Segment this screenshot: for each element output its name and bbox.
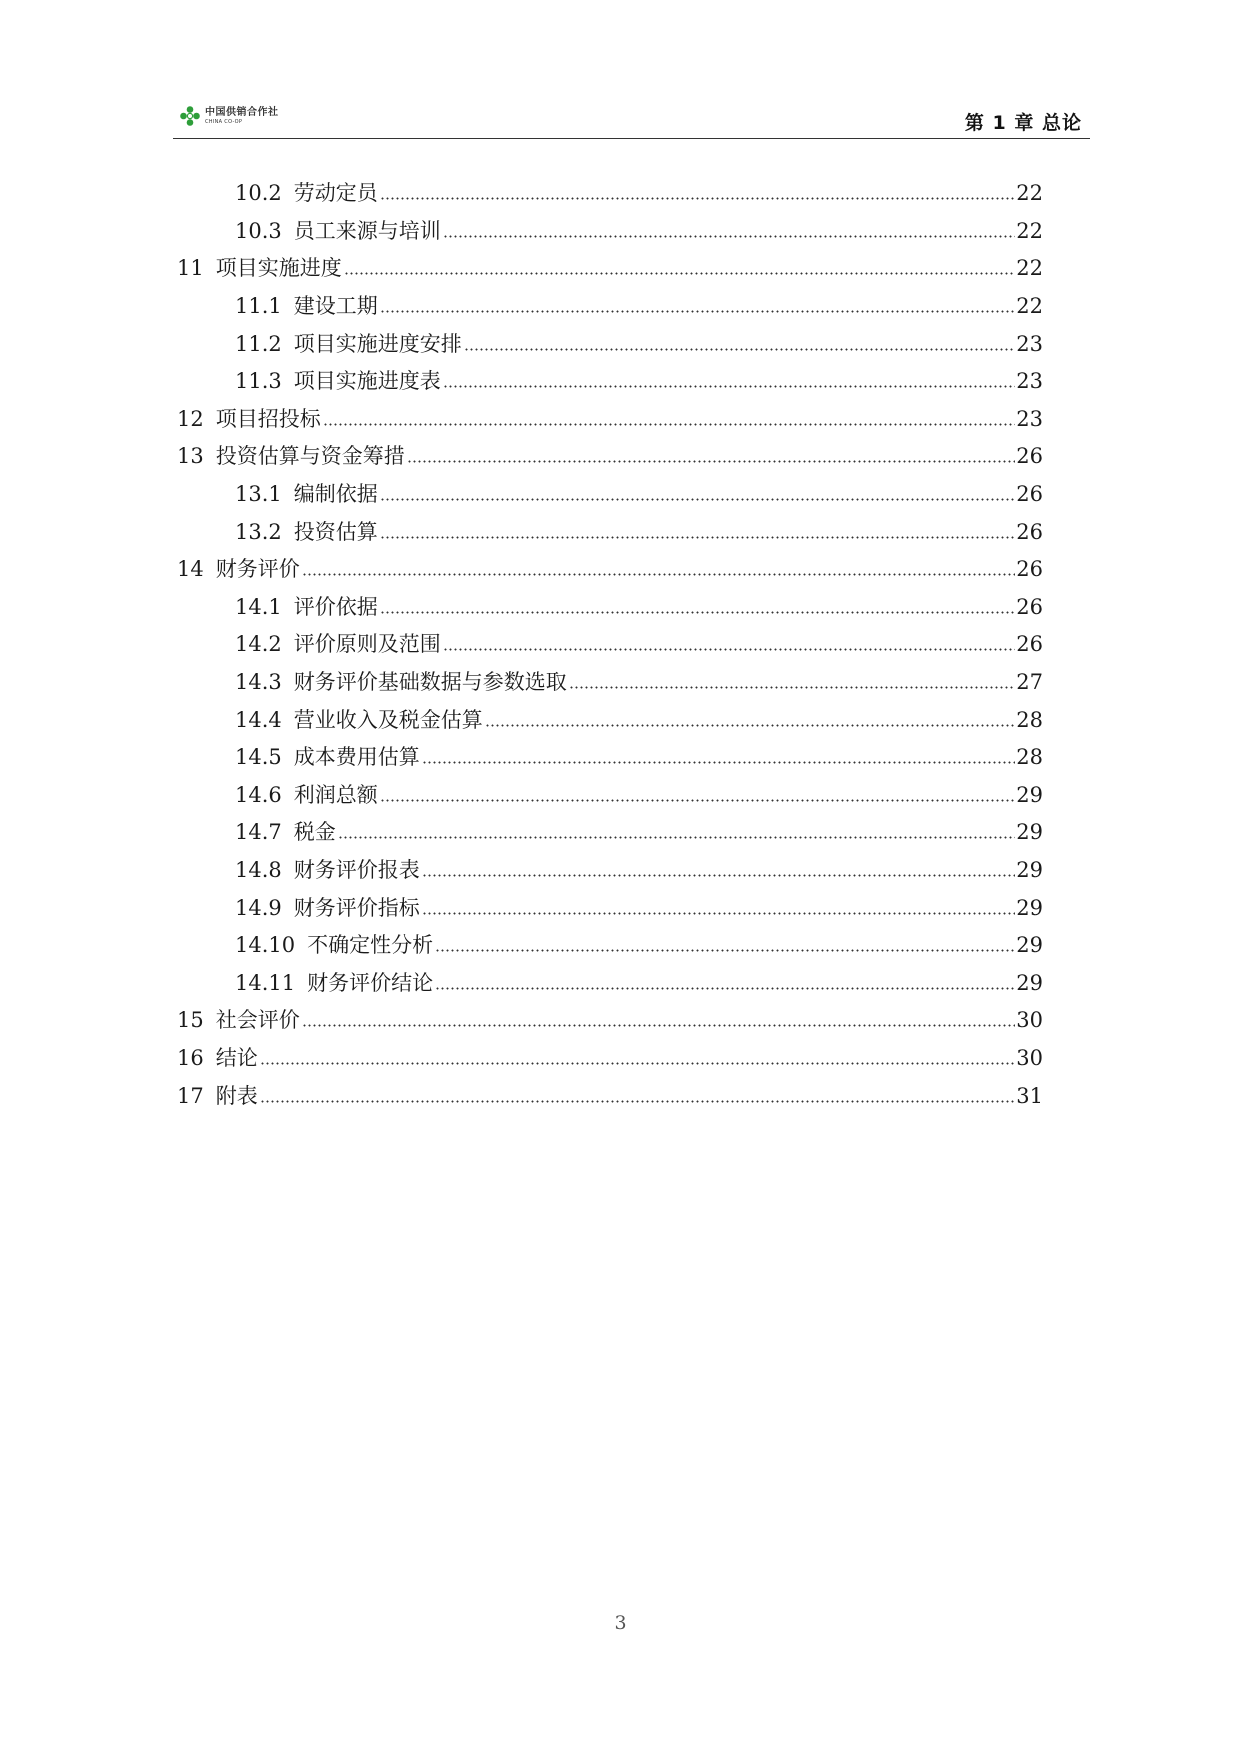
toc-entry[interactable] <box>177 325 1043 363</box>
toc-entry[interactable] <box>177 551 1043 589</box>
toc-entry-title: 投资估算与资金筹措 <box>215 444 405 469</box>
toc-entry-number: 13.2 <box>235 519 282 544</box>
toc-dot-leader <box>443 385 1016 388</box>
toc-entry-title: 投资估算 <box>293 519 378 544</box>
toc-entry-number: 14.2 <box>235 632 282 657</box>
toc-entry[interactable] <box>177 1077 1043 1115</box>
toc-entry-page: 23 <box>1016 406 1043 431</box>
toc-entry-page: 23 <box>1016 331 1043 356</box>
toc-entry[interactable] <box>177 213 1043 251</box>
toc-entry-page: 26 <box>1016 594 1043 619</box>
toc-entry[interactable] <box>177 476 1043 514</box>
toc-entry-page: 22 <box>1016 218 1043 243</box>
toc-entry-title: 财务评价基础数据与参数选取 <box>293 670 567 695</box>
logo-text-cn: 中国供销合作社 <box>205 106 279 118</box>
toc-entry-page: 29 <box>1016 895 1043 920</box>
toc-entry-page: 26 <box>1016 519 1043 544</box>
logo-text-en: CHINA CO-OP <box>205 118 243 125</box>
toc-entry-number: 14.4 <box>235 707 282 732</box>
toc-entry-page: 29 <box>1016 782 1043 807</box>
toc-entry[interactable] <box>177 250 1043 288</box>
toc-entry-title: 评价依据 <box>293 594 378 619</box>
toc-entry[interactable] <box>177 626 1043 664</box>
toc-entry-title: 财务评价 <box>215 557 300 582</box>
toc-entry-title: 结论 <box>215 1045 258 1070</box>
toc-entry[interactable] <box>177 777 1043 815</box>
chapter-title: 第 1 章 总论 <box>964 112 1082 134</box>
toc-entry-number: 17 <box>177 1083 204 1108</box>
toc-entry-number: 14.9 <box>235 895 282 920</box>
toc-entry[interactable] <box>177 852 1043 890</box>
toc-entry-page: 27 <box>1016 670 1043 695</box>
toc-entry[interactable] <box>177 1002 1043 1040</box>
china-coop-logo <box>179 104 279 128</box>
toc-dot-leader <box>422 874 1016 877</box>
toc-entry-page: 26 <box>1016 482 1043 507</box>
toc-entry-title: 成本费用估算 <box>293 745 420 770</box>
table-of-contents <box>177 175 1043 1115</box>
toc-entry-title: 财务评价指标 <box>293 895 420 920</box>
toc-dot-leader <box>302 573 1016 576</box>
toc-entry-title: 建设工期 <box>293 294 378 319</box>
toc-entry-title: 项目招投标 <box>215 406 321 431</box>
toc-dot-leader <box>380 310 1016 313</box>
toc-entry[interactable] <box>177 401 1043 439</box>
toc-entry-title: 营业收入及税金估算 <box>293 707 483 732</box>
toc-entry-page: 31 <box>1016 1083 1043 1108</box>
toc-entry-title: 项目实施进度安排 <box>293 331 462 356</box>
toc-entry-number: 14.1 <box>235 594 282 619</box>
toc-entry-page: 26 <box>1016 557 1043 582</box>
toc-dot-leader <box>380 498 1016 501</box>
toc-entry-title: 附表 <box>215 1083 258 1108</box>
toc-entry[interactable] <box>177 927 1043 965</box>
toc-entry-number: 11.2 <box>235 331 282 356</box>
toc-entry-title: 不确定性分析 <box>307 933 434 958</box>
toc-entry-page: 28 <box>1016 745 1043 770</box>
toc-dot-leader <box>422 761 1016 764</box>
toc-entry[interactable] <box>177 438 1043 476</box>
toc-entry-page: 30 <box>1016 1008 1043 1033</box>
toc-entry-page: 23 <box>1016 369 1043 394</box>
toc-dot-leader <box>443 235 1016 238</box>
toc-dot-leader <box>323 423 1016 426</box>
toc-entry-number: 14.10 <box>235 933 296 958</box>
toc-entry-number: 13.1 <box>235 482 282 507</box>
toc-entry-page: 28 <box>1016 707 1043 732</box>
toc-entry-title: 项目实施进度 <box>215 256 342 281</box>
page-header <box>173 96 1090 139</box>
toc-entry-title: 项目实施进度表 <box>293 369 441 394</box>
toc-entry-number: 16 <box>177 1045 204 1070</box>
toc-dot-leader <box>380 611 1016 614</box>
toc-dot-leader <box>380 197 1016 200</box>
toc-entry-page: 22 <box>1016 181 1043 206</box>
toc-entry[interactable] <box>177 964 1043 1002</box>
logo-icon <box>179 105 201 127</box>
toc-dot-leader <box>260 1062 1016 1065</box>
toc-dot-leader <box>435 987 1015 990</box>
toc-entry-number: 14.3 <box>235 670 282 695</box>
toc-dot-leader <box>380 536 1016 539</box>
toc-dot-leader <box>338 836 1016 839</box>
toc-entry-number: 14.7 <box>235 820 282 845</box>
toc-entry-number: 11.3 <box>235 369 282 394</box>
toc-entry-title: 财务评价结论 <box>307 970 434 995</box>
toc-entry[interactable] <box>177 288 1043 326</box>
toc-entry[interactable] <box>177 513 1043 551</box>
toc-entry[interactable] <box>177 175 1043 213</box>
toc-entry-number: 14.11 <box>235 970 296 995</box>
toc-entry-number: 10.2 <box>235 181 282 206</box>
toc-entry-page: 22 <box>1016 256 1043 281</box>
toc-entry-number: 14.5 <box>235 745 282 770</box>
toc-entry-page: 29 <box>1016 820 1043 845</box>
toc-entry-page: 29 <box>1016 933 1043 958</box>
toc-entry-page: 30 <box>1016 1045 1043 1070</box>
toc-entry-page: 26 <box>1016 632 1043 657</box>
toc-entry-title: 劳动定员 <box>293 181 378 206</box>
toc-entry-page: 29 <box>1016 857 1043 882</box>
toc-entry[interactable] <box>177 814 1043 852</box>
toc-entry[interactable] <box>177 739 1043 777</box>
toc-entry[interactable] <box>177 363 1043 401</box>
toc-entry-title: 利润总额 <box>293 782 378 807</box>
toc-entry-number: 10.3 <box>235 218 282 243</box>
toc-entry-title: 评价原则及范围 <box>293 632 441 657</box>
toc-dot-leader <box>485 724 1016 727</box>
page-number: 3 <box>614 1612 627 1634</box>
toc-entry-number: 11 <box>177 256 204 281</box>
toc-entry[interactable] <box>177 701 1043 739</box>
toc-entry-number: 14.8 <box>235 857 282 882</box>
toc-entry-page: 26 <box>1016 444 1043 469</box>
toc-dot-leader <box>260 1100 1016 1103</box>
toc-entry[interactable] <box>177 889 1043 927</box>
toc-entry-page: 22 <box>1016 294 1043 319</box>
toc-dot-leader <box>380 799 1016 802</box>
toc-entry[interactable] <box>177 589 1043 627</box>
toc-entry-number: 14 <box>177 557 204 582</box>
toc-dot-leader <box>422 912 1016 915</box>
toc-entry-number: 11.1 <box>235 294 282 319</box>
toc-dot-leader <box>435 949 1015 952</box>
toc-entry-number: 13 <box>177 444 204 469</box>
toc-entry-title: 编制依据 <box>293 482 378 507</box>
toc-dot-leader <box>569 686 1016 689</box>
toc-entry-number: 15 <box>177 1008 204 1033</box>
toc-dot-leader <box>407 460 1016 463</box>
toc-dot-leader <box>344 272 1016 275</box>
toc-entry-number: 12 <box>177 406 204 431</box>
toc-entry-title: 税金 <box>293 820 336 845</box>
toc-entry-title: 财务评价报表 <box>293 857 420 882</box>
toc-entry[interactable] <box>177 664 1043 702</box>
toc-entry[interactable] <box>177 1040 1043 1078</box>
toc-entry-title: 员工来源与培训 <box>293 218 441 243</box>
toc-dot-leader <box>464 348 1016 351</box>
toc-entry-title: 社会评价 <box>215 1008 300 1033</box>
toc-dot-leader <box>443 648 1016 651</box>
toc-entry-page: 29 <box>1016 970 1043 995</box>
toc-entry-number: 14.6 <box>235 782 282 807</box>
toc-dot-leader <box>302 1024 1016 1027</box>
